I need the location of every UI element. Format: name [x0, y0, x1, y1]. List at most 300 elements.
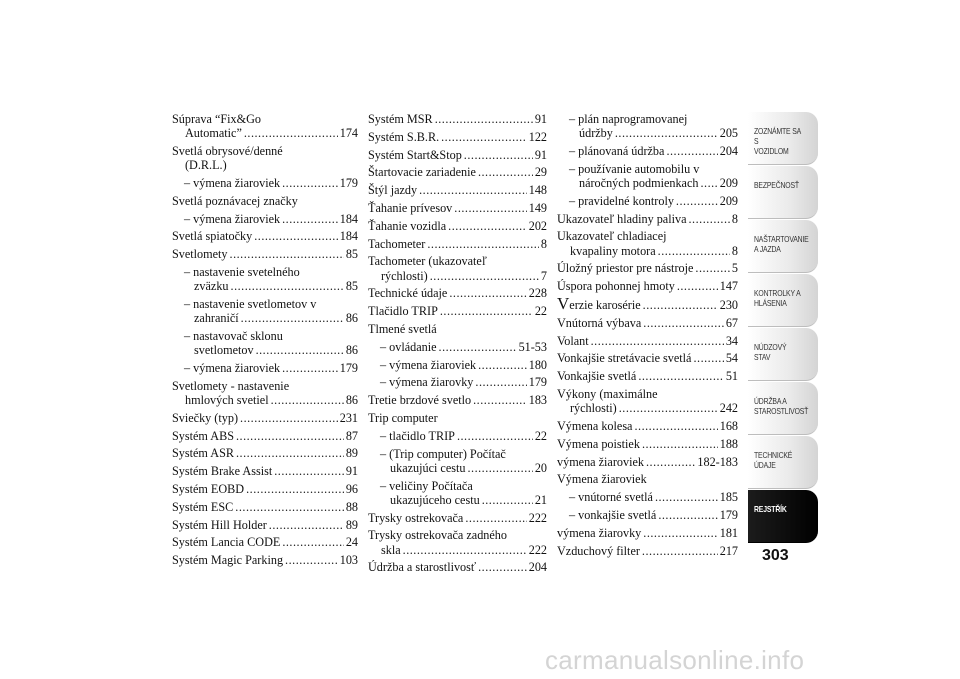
entry-label	[172, 411, 238, 425]
page-ref[interactable]: 91	[345, 464, 358, 479]
entry-label	[184, 176, 280, 190]
index-entry	[172, 482, 358, 496]
index-entry	[172, 411, 358, 425]
dot-leader	[482, 493, 533, 507]
entry-label	[557, 212, 687, 226]
entry-label	[185, 393, 269, 407]
page-ref[interactable]: 86	[345, 311, 358, 326]
entry-label	[557, 279, 675, 293]
dot-leader	[457, 429, 533, 443]
index-entry	[368, 560, 547, 574]
index-entry	[368, 411, 547, 425]
index-entry	[368, 322, 547, 336]
entry-text: – vnútorné svetlá	[569, 490, 653, 505]
dot-leader	[435, 112, 533, 126]
index-entry	[368, 479, 547, 507]
entry-text: Štartovacie zariadenie	[368, 165, 476, 180]
entry-text: Trip computer	[368, 410, 438, 425]
dot-leader	[695, 261, 730, 275]
index-entry	[557, 112, 738, 140]
entry-label	[172, 500, 233, 514]
dot-leader	[643, 298, 718, 312]
entry-text: Tlmené svetlá	[368, 321, 437, 336]
page-ref[interactable]: 179	[528, 375, 547, 390]
index-entry	[368, 254, 547, 282]
page-ref[interactable]: 204	[528, 560, 547, 575]
page-ref[interactable]: 204	[719, 144, 738, 158]
index-entry	[172, 194, 358, 208]
entry-label	[368, 286, 447, 300]
entry-text: Trysky ostrekovača	[368, 510, 464, 525]
tab-label	[754, 396, 809, 416]
dot-leader	[676, 194, 718, 208]
index-entry	[557, 369, 738, 383]
tab-label-line: KONTROLKY A	[754, 288, 801, 298]
dot-leader	[236, 446, 344, 460]
page-ref[interactable]: 180	[528, 357, 547, 372]
dot-leader	[256, 343, 344, 357]
dot-leader	[449, 286, 526, 300]
entry-label	[380, 375, 473, 389]
page-ref[interactable]: 148	[528, 183, 547, 198]
dot-leader	[240, 411, 338, 425]
index-entry	[172, 379, 358, 407]
index-entry	[172, 500, 358, 514]
index-entry	[557, 261, 738, 275]
tab-label-line: REJSTŘÍK	[754, 504, 787, 514]
entry-text: Vzduchový filter	[557, 543, 640, 558]
page-ref[interactable]: 88	[345, 499, 358, 514]
entry-text: – (Trip computer) Počítač	[380, 446, 506, 461]
page-ref[interactable]: 5	[731, 261, 738, 276]
page-ref[interactable]: 179	[339, 360, 358, 375]
entry-label	[390, 461, 465, 475]
page-ref[interactable]: 22	[534, 304, 547, 319]
page-ref[interactable]: 222	[528, 510, 547, 525]
index-entry	[368, 201, 547, 215]
page-ref[interactable]: 179	[719, 507, 738, 522]
index-entry	[557, 279, 738, 293]
entry-text: Vonkajšie svetlá	[557, 369, 637, 384]
entry-text: – tlačidlo TRIP	[380, 428, 455, 443]
index-entry	[368, 393, 547, 407]
entry-text: – výmena žiaroviek	[380, 357, 477, 372]
entry-text: Úložný priestor pre nástroje	[557, 261, 694, 276]
page-ref[interactable]: 222	[528, 542, 547, 557]
dot-leader	[619, 401, 718, 415]
entry-text: Štýl jazdy	[368, 183, 418, 198]
section-initial: V	[557, 293, 570, 313]
index-entry	[557, 162, 738, 190]
entry-label	[368, 560, 476, 574]
dot-leader	[700, 176, 717, 190]
page-ref[interactable]: 8	[731, 243, 738, 258]
entry-text: Súprava “Fix&Go	[172, 112, 262, 126]
page-ref[interactable]: 20	[534, 460, 547, 475]
dot-leader	[643, 526, 717, 540]
page-ref[interactable]: 86	[345, 343, 358, 358]
entry-label	[569, 490, 653, 504]
entry-text: Tretie brzdové svetlo	[368, 393, 472, 408]
page-ref[interactable]: 67	[725, 315, 738, 330]
dot-leader	[254, 229, 338, 243]
entry-label	[185, 126, 242, 140]
entry-text: Výmena kolesa	[557, 418, 633, 433]
index-entry	[557, 387, 738, 415]
index-entry	[557, 212, 738, 226]
dot-leader	[235, 500, 344, 514]
entry-label	[557, 316, 641, 330]
dot-leader	[638, 369, 723, 383]
entry-text: Systém ABS	[172, 428, 234, 443]
index-entry	[368, 375, 547, 389]
entry-label	[579, 176, 698, 190]
page-ref[interactable]: 209	[719, 193, 738, 208]
dot-leader	[464, 148, 533, 162]
index-entry	[368, 528, 547, 556]
dot-leader	[403, 543, 527, 557]
index-entry	[557, 544, 738, 558]
entry-label	[194, 311, 239, 325]
entry-text: Volant	[557, 333, 589, 348]
entry-label	[368, 165, 476, 179]
dot-leader	[478, 165, 533, 179]
entry-text: Systém Hill Holder	[172, 517, 267, 532]
entry-label	[557, 261, 693, 275]
entry-label	[557, 437, 640, 451]
tab-label-line: NAŠTARTOVANIE	[754, 234, 809, 244]
section-tab[interactable]	[748, 382, 818, 435]
dot-leader	[282, 535, 343, 549]
entry-label	[570, 401, 617, 415]
entry-text: Systém S.B.R.	[368, 129, 440, 144]
page-ref[interactable]: 174	[339, 126, 358, 141]
page-ref[interactable]: 7	[540, 268, 547, 283]
entry-text: Technické údaje	[368, 286, 448, 301]
entry-text: Svetlomety	[172, 247, 228, 262]
entry-text: kvapaliny motora	[570, 243, 656, 258]
section-tabs	[748, 112, 818, 544]
entry-label	[368, 112, 433, 126]
section-tab[interactable]	[748, 112, 818, 165]
index-entry	[368, 358, 547, 372]
index-entry	[368, 148, 547, 162]
entry-label	[194, 343, 254, 357]
entry-text: – výmena žiaroviek	[184, 176, 281, 190]
page-ref[interactable]: 188	[719, 436, 738, 451]
page-ref[interactable]: 217	[719, 543, 738, 558]
entry-text: Sviečky (typ)	[172, 410, 239, 425]
index-entry	[557, 508, 738, 522]
page-ref[interactable]: 202	[528, 218, 547, 233]
entry-label	[557, 544, 640, 558]
index-entry	[557, 437, 738, 451]
entry-label	[194, 279, 229, 293]
dot-leader	[441, 130, 527, 144]
dot-leader	[478, 560, 527, 574]
entry-text: – veličiny Počítača	[380, 478, 473, 493]
index-entry	[557, 194, 738, 208]
entry-text: Trysky ostrekovača zadného	[368, 528, 507, 543]
page-ref[interactable]: 205	[719, 126, 738, 141]
page-ref[interactable]: 231	[339, 410, 358, 425]
tab-label	[754, 126, 803, 156]
index-entry	[368, 219, 547, 233]
entry-text: Systém ASR	[172, 446, 234, 461]
page-ref[interactable]: 184	[339, 211, 358, 226]
page-ref[interactable]: 8	[540, 236, 547, 251]
section-tab[interactable]	[748, 436, 818, 489]
entry-label	[380, 358, 476, 372]
index-entry	[172, 297, 358, 325]
dot-leader	[642, 544, 718, 558]
index-entry	[557, 351, 738, 365]
page-ref[interactable]: 185	[719, 490, 738, 505]
index-entry	[368, 165, 547, 179]
entry-label	[381, 269, 428, 283]
entry-text: Ťahanie prívesov	[368, 200, 453, 215]
page-ref[interactable]: 183	[528, 393, 547, 408]
dot-leader	[282, 212, 338, 226]
index-column-1	[172, 112, 358, 571]
tab-label-line: NÚDZOVÝ STAV	[754, 342, 787, 362]
dot-leader	[448, 219, 527, 233]
page-ref[interactable]: 184	[339, 229, 358, 244]
page-ref[interactable]: 87	[345, 428, 358, 443]
section-tab[interactable]	[748, 220, 818, 273]
entry-text: – nastavenie svetelného	[184, 264, 300, 279]
index-entry	[172, 265, 358, 293]
entry-text: ukazujúceho cestu	[390, 492, 480, 507]
page-ref[interactable]: 85	[345, 247, 358, 262]
index-entry	[172, 429, 358, 443]
tab-label-line: HLÁSENIA	[754, 298, 787, 308]
index-entry	[368, 286, 547, 300]
dot-leader	[236, 429, 344, 443]
dot-leader	[246, 482, 344, 496]
index-entry	[557, 490, 738, 504]
page-ref[interactable]: 242	[719, 401, 738, 416]
entry-label	[390, 493, 480, 507]
page-ref[interactable]: 85	[345, 279, 358, 294]
dot-leader	[646, 455, 695, 469]
tab-label	[754, 288, 803, 308]
entry-text: – nastavovač sklonu	[184, 328, 283, 343]
page-number: 303	[762, 547, 789, 564]
index-entry	[172, 446, 358, 460]
page-ref[interactable]: 230	[719, 297, 738, 312]
entry-text: Svetlá obrysové/denné	[172, 144, 283, 158]
dot-leader	[666, 144, 717, 158]
index-entry	[557, 334, 738, 348]
entry-label	[381, 543, 401, 557]
entry-text: Tachometer (ukazovateľ	[368, 254, 487, 269]
dot-leader	[271, 393, 344, 407]
page-ref[interactable]: 182-183	[697, 454, 738, 469]
page-ref[interactable]: 22	[534, 428, 547, 443]
tab-label-line: BEZPEČNOSŤ	[754, 180, 799, 190]
tab-label-line: VOZIDLOM	[754, 146, 789, 156]
page-ref[interactable]: 149	[528, 200, 547, 215]
section-tab[interactable]	[748, 274, 818, 327]
dot-leader	[430, 269, 539, 283]
section-tab[interactable]	[748, 166, 818, 219]
entry-text: zväzku	[194, 279, 229, 294]
entry-text: Tlačidlo TRIP	[368, 304, 438, 319]
page-ref[interactable]: 34	[725, 333, 738, 348]
entry-text: – plán naprogramovanej	[569, 112, 688, 126]
entry-text: rýchlosti)	[381, 268, 428, 283]
page-ref[interactable]: 8	[731, 211, 738, 226]
dot-leader	[658, 508, 717, 522]
index-entry	[368, 183, 547, 197]
dot-leader	[244, 126, 338, 140]
entry-text: – pravidelné kontroly	[569, 193, 674, 208]
page-ref[interactable]: 29	[534, 165, 547, 180]
tab-label-line: STAROSTLIVOSŤ	[754, 406, 809, 416]
entry-text: Systém Lancia CODE	[172, 535, 281, 550]
entry-label	[380, 340, 437, 354]
dot-leader	[473, 393, 527, 407]
page-ref[interactable]: 91	[534, 147, 547, 162]
entry-text: údržby	[579, 126, 613, 141]
dot-leader	[655, 490, 718, 504]
index-entry	[172, 176, 358, 190]
section-tab[interactable]	[748, 328, 818, 381]
dot-leader	[643, 316, 724, 330]
entry-label	[172, 229, 252, 243]
dot-leader	[693, 351, 723, 365]
tab-label-line: A JAZDA	[754, 244, 781, 254]
page-ref[interactable]: 122	[528, 129, 547, 144]
page-ref[interactable]: 96	[345, 481, 358, 496]
dot-leader	[241, 311, 344, 325]
dot-leader	[285, 553, 338, 567]
entry-text: Systém EOBD	[172, 481, 245, 496]
index-entry	[368, 112, 547, 126]
page-ref[interactable]: 147	[719, 279, 738, 294]
entry-label	[172, 518, 267, 532]
page-ref[interactable]: 179	[339, 176, 358, 190]
entry-text: Ukazovateľ hladiny paliva	[557, 211, 687, 226]
index-entry	[368, 340, 547, 354]
dot-leader	[478, 358, 527, 372]
dot-leader	[465, 511, 526, 525]
page-ref[interactable]: 181	[719, 525, 738, 540]
dot-leader	[419, 183, 527, 197]
entry-label	[557, 419, 632, 433]
entry-text: Vonkajšie stretávacie svetlá	[557, 351, 692, 366]
dot-leader	[274, 464, 344, 478]
entry-label	[368, 237, 425, 251]
page-ref[interactable]: 91	[534, 112, 547, 126]
index-entry	[557, 419, 738, 433]
page-ref[interactable]: 103	[339, 553, 358, 568]
dot-leader	[475, 375, 526, 389]
dot-leader	[440, 304, 533, 318]
page-ref[interactable]: 51-53	[518, 339, 547, 354]
dot-leader	[269, 518, 344, 532]
dot-leader	[427, 237, 539, 251]
entry-text: Ukazovateľ chladiacej	[557, 229, 667, 244]
dot-leader	[634, 419, 717, 433]
index-entry	[557, 316, 738, 330]
page-ref[interactable]: 228	[528, 286, 547, 301]
entry-text: (D.R.L.)	[185, 158, 227, 173]
page-ref[interactable]: 51	[725, 369, 738, 384]
dot-leader	[439, 340, 517, 354]
dot-leader	[230, 247, 344, 261]
entry-text: hmlových svetiel	[185, 392, 269, 407]
index-entry	[368, 237, 547, 251]
entry-text: Systém Start&Stop	[368, 147, 462, 162]
index-entry	[172, 329, 358, 357]
tab-label	[754, 504, 803, 514]
tab-label	[754, 180, 803, 190]
dot-leader	[467, 461, 532, 475]
entry-label	[368, 130, 439, 144]
entry-label	[569, 144, 664, 158]
page-ref[interactable]: 209	[719, 176, 738, 190]
entry-text: Údržba a starostlivosť	[368, 560, 477, 575]
entry-label	[579, 126, 613, 140]
page-ref[interactable]: 86	[345, 392, 358, 407]
entry-label	[557, 526, 641, 540]
entry-label	[172, 247, 228, 261]
section-tab[interactable]	[748, 490, 818, 543]
index-entry	[368, 447, 547, 475]
entry-text: Svetlá spiatočky	[172, 229, 253, 244]
page-ref[interactable]: 21	[534, 492, 547, 507]
entry-text: zahraničí	[194, 311, 239, 326]
dot-leader	[282, 361, 338, 375]
entry-text: Svetlomety - nastavenie	[172, 378, 290, 393]
tab-label-line: ÚDRŽBA A	[754, 396, 787, 406]
dot-leader	[615, 126, 718, 140]
entry-text: Systém Brake Assist	[172, 464, 273, 479]
page-ref[interactable]: 89	[345, 446, 358, 461]
entry-text: Systém MSR	[368, 112, 433, 126]
entry-label	[184, 361, 280, 375]
index-entry	[368, 511, 547, 525]
entry-text: výmena žiarovky	[557, 525, 642, 540]
entry-label	[570, 244, 656, 258]
page-ref[interactable]: 54	[725, 351, 738, 366]
page-ref[interactable]: 89	[345, 517, 358, 532]
entry-text: rýchlosti)	[570, 401, 617, 416]
index-entry	[368, 304, 547, 318]
page-ref[interactable]: 24	[345, 535, 358, 550]
entry-text: Svetlá poznávacej značky	[172, 193, 298, 208]
tab-label-line: TECHNICKÉ	[754, 450, 793, 460]
entry-label	[368, 219, 446, 233]
entry-text: – výmena žiaroviek	[184, 211, 281, 226]
entry-label	[569, 508, 656, 522]
entry-text: Systém Magic Parking	[172, 553, 284, 568]
entry-label	[368, 201, 452, 215]
entry-label	[368, 393, 471, 407]
entry-label	[172, 553, 283, 567]
page-ref[interactable]: 168	[719, 418, 738, 433]
index-entry	[172, 112, 358, 140]
dot-leader	[677, 279, 718, 293]
entry-text: – výmena žiarovky	[380, 375, 474, 390]
entry-text: erzie karosérie	[569, 297, 641, 312]
index-entry	[172, 229, 358, 243]
index-entry	[557, 229, 738, 257]
tab-label	[754, 342, 803, 362]
index-entry	[557, 472, 738, 486]
